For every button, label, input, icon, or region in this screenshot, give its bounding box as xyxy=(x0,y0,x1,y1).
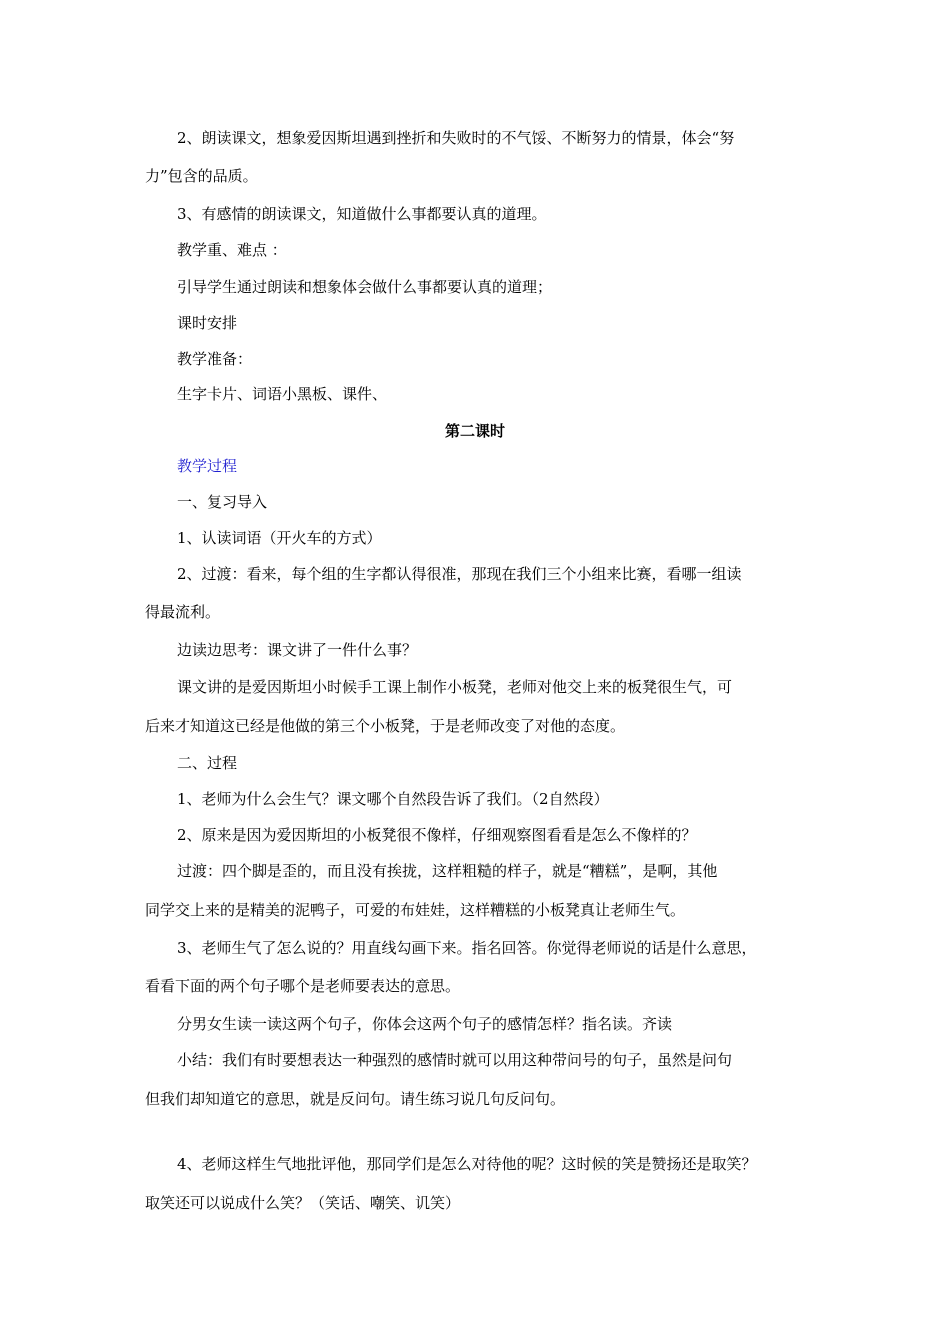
text-line: 4、老师这样生气地批评他，那同学们是怎么对待他的呢？这时候的笑是赞扬还是取笑？ xyxy=(177,1155,757,1173)
text-line: 小结：我们有时要想表达一种强烈的感情时就可以用这种带问号的句子，虽然是问句 xyxy=(177,1051,733,1069)
text-line: 1、认读词语（开火车的方式） xyxy=(177,529,382,547)
text-line: 3、老师生气了怎么说的？用直线勾画下来。指名回答。你觉得老师说的话是什么意思， xyxy=(177,939,757,957)
text-line: 课时安排 xyxy=(177,314,238,332)
text-line: 二、过程 xyxy=(177,754,238,772)
text-line: 2、朗读课文，想象爱因斯坦遇到挫折和失败时的不气馁、不断努力的情景，体会“努 xyxy=(177,129,735,147)
text-line: 过渡：四个脚是歪的，而且没有挨拢，这样粗糙的样子，就是“糟糕”，是啊，其他 xyxy=(177,862,718,880)
text-line: 3、有感情的朗读课文，知道做什么事都要认真的道理。 xyxy=(177,205,547,223)
text-line: 取笑还可以说成什么笑？（笑话、嘲笑、讥笑） xyxy=(145,1194,461,1212)
section-title: 第二课时 xyxy=(444,422,505,440)
text-line: 教学准备： xyxy=(177,350,253,368)
text-line: 得最流利。 xyxy=(145,603,221,621)
text-line: 教学重、难点 ： xyxy=(177,241,287,259)
text-line: 2、过渡：看来，每个组的生字都认得很准，那现在我们三个小组来比赛，看哪一组读 xyxy=(177,565,742,583)
text-line: 生字卡片、词语小黑板、课件、 xyxy=(177,385,388,403)
text-line: 但我们却知道它的意思，就是反问句。请生练习说几句反问句。 xyxy=(145,1090,566,1108)
text-line: 课文讲的是爱因斯坦小时候手工课上制作小板凳，老师对他交上来的板凳很生气，可 xyxy=(177,678,733,696)
text-line: 看看下面的两个句子哪个是老师要表达的意思。 xyxy=(145,977,461,995)
text-line: 分男女生读一读这两个句子，你体会这两个句子的感情怎样？指名读。齐读 xyxy=(177,1015,673,1033)
text-line: 边读边思考：课文讲了一件什么事？ xyxy=(177,641,418,659)
text-line: 力”包含的品质。 xyxy=(145,167,258,185)
text-line: 后来才知道这已经是他做的第三个小板凳，于是老师改变了对他的态度。 xyxy=(145,717,626,735)
section-heading: 教学过程 xyxy=(177,457,238,475)
text-line: 一、复习导入 xyxy=(177,493,268,511)
text-line: 同学交上来的是精美的泥鸭子，可爱的布娃娃，这样糟糕的小板凳真让老师生气。 xyxy=(145,901,686,919)
text-line: 2、原来是因为爱因斯坦的小板凳很不像样，仔细观察图看看是怎么不像样的？ xyxy=(177,826,697,844)
text-line: 1、老师为什么会生气？课文哪个自然段告诉了我们。（2自然段） xyxy=(177,790,609,808)
text-line: 引导学生通过朗读和想象体会做什么事都要认真的道理； xyxy=(177,278,553,296)
